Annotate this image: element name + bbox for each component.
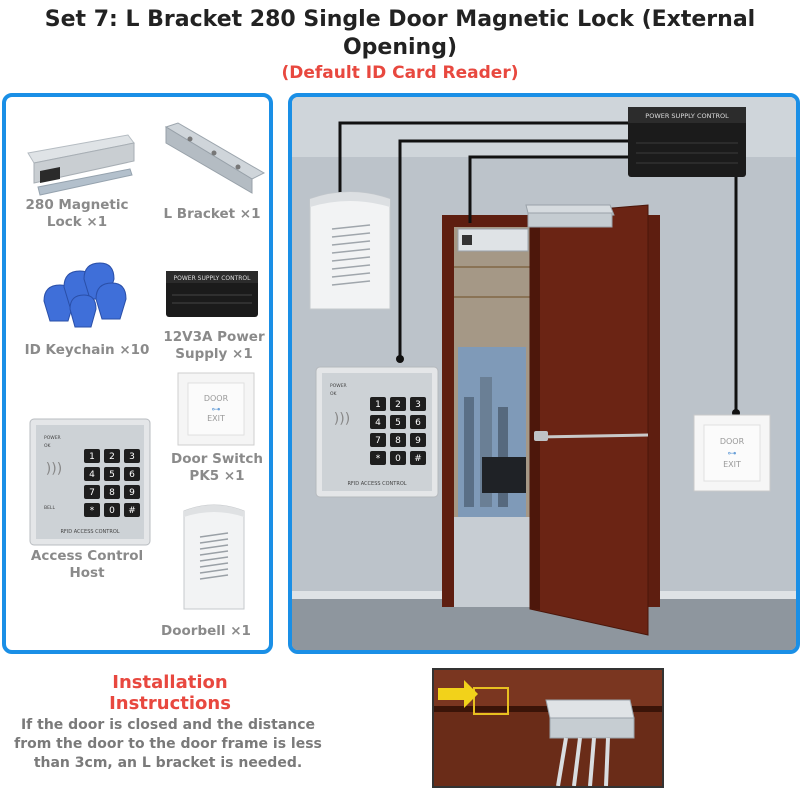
scene-keypad-power: POWER bbox=[330, 384, 347, 389]
l-bracket-image bbox=[156, 121, 268, 197]
scene-rfid-wave-icon: ))) bbox=[333, 411, 351, 427]
kit-item-power-supply-label: 12V3A Power Supply ×1 bbox=[163, 329, 265, 362]
keypad-key-label: # bbox=[128, 506, 136, 517]
keypad-key-label: 1 bbox=[375, 400, 381, 411]
keypad-key-label: 2 bbox=[109, 452, 115, 463]
keypad-key-label: 9 bbox=[415, 436, 421, 447]
keypad-key-label: 6 bbox=[415, 418, 421, 429]
access-control-host-image bbox=[28, 417, 152, 547]
doorbell-image bbox=[178, 497, 250, 613]
keypad-key-label: 7 bbox=[89, 488, 95, 499]
keypad-key-label: 0 bbox=[109, 506, 115, 517]
keypad-key-label: * bbox=[375, 454, 381, 465]
rfid-wave-icon: ))) bbox=[45, 461, 63, 477]
keypad-key-label: 1 bbox=[89, 452, 95, 463]
keypad-key-label: 3 bbox=[415, 400, 421, 411]
power-supply-image bbox=[162, 265, 262, 321]
l-bracket-closeup-image bbox=[434, 670, 662, 786]
kit-item-access-control-label: Access Control Host bbox=[30, 548, 144, 581]
keypad-power-label: POWER bbox=[44, 436, 61, 441]
scene-key-icon: ⊶ bbox=[727, 449, 737, 459]
installation-scene bbox=[288, 93, 800, 654]
kit-contents-panel bbox=[2, 93, 273, 654]
scene-power-supply-text: POWER SUPPLY CONTROL bbox=[645, 112, 729, 120]
installation-scene-image bbox=[292, 97, 796, 650]
keypad-key-label: 7 bbox=[375, 436, 381, 447]
kit-item-magnetic-lock-label: 280 Magnetic Lock ×1 bbox=[25, 197, 129, 230]
scene-exit-door-text: DOOR bbox=[719, 437, 745, 446]
door-switch-image bbox=[176, 371, 256, 447]
keypad-key-label: 3 bbox=[129, 452, 135, 463]
scene-keypad-ok: OK bbox=[330, 392, 337, 397]
page-subtitle: (Default ID Card Reader) bbox=[281, 63, 519, 83]
keypad-key-label: 8 bbox=[395, 436, 401, 447]
page-title: Set 7: L Bracket 280 Single Door Magnetic Lock (External Opening) bbox=[44, 7, 756, 60]
exit-door-text: DOOR bbox=[203, 394, 229, 403]
keypad-key-label: 2 bbox=[395, 400, 401, 411]
key-icon: ⊶ bbox=[211, 405, 221, 415]
keypad-bell-label: BELL bbox=[44, 506, 55, 511]
keypad-key-label: # bbox=[414, 454, 422, 465]
kit-item-l-bracket-label: L Bracket ×1 bbox=[163, 206, 261, 222]
keypad-key-label: 0 bbox=[395, 454, 401, 465]
id-keychain-image bbox=[36, 257, 136, 333]
keypad-key-label: 6 bbox=[129, 470, 135, 481]
magnetic-lock-image bbox=[20, 117, 138, 197]
keypad-footer-label: RFID ACCESS CONTROL bbox=[60, 529, 120, 535]
exit-exit-text: EXIT bbox=[207, 414, 225, 423]
instructions-body: If the door is closed and the distance from the door to the door frame is less than 3cm, an L bracket is needed. bbox=[14, 717, 322, 771]
keypad-key-label: 4 bbox=[89, 470, 95, 481]
kit-item-door-switch-label: Door Switch PK5 ×1 bbox=[170, 451, 263, 484]
keypad-key-label: * bbox=[89, 506, 95, 517]
keypad-ok-label: OK bbox=[44, 444, 51, 449]
scene-exit-exit-text: EXIT bbox=[723, 460, 741, 469]
keypad-key-label: 8 bbox=[109, 488, 115, 499]
keypad-key-label: 4 bbox=[375, 418, 381, 429]
scene-keypad-footer: RFID ACCESS CONTROL bbox=[347, 481, 407, 487]
l-bracket-installation-photo bbox=[432, 668, 664, 788]
keypad-key-label: 5 bbox=[109, 470, 115, 481]
instructions-heading: Installation Instructions bbox=[109, 672, 231, 714]
keypad-key-label: 5 bbox=[395, 418, 401, 429]
power-supply-text: POWER SUPPLY CONTROL bbox=[173, 275, 251, 282]
keypad-key-label: 9 bbox=[129, 488, 135, 499]
kit-item-id-keychain-label: ID Keychain ×10 bbox=[24, 342, 150, 358]
kit-item-doorbell-label: Doorbell ×1 bbox=[161, 623, 251, 639]
